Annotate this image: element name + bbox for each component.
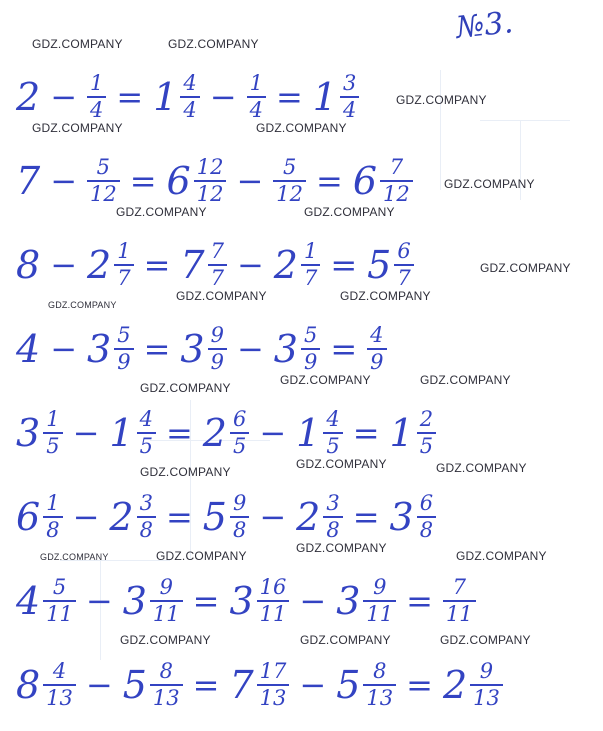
numerator: 6	[232, 407, 247, 431]
whole-part: 6	[16, 495, 41, 539]
term-subtrahend	[247, 73, 266, 121]
term-subtrahend	[123, 661, 183, 709]
denominator: 4	[247, 96, 266, 121]
fraction	[394, 241, 413, 289]
fraction	[340, 73, 359, 121]
fraction	[230, 493, 249, 541]
term-subtrahend	[274, 325, 321, 373]
term-result	[367, 241, 414, 289]
numerator: 5	[282, 155, 297, 179]
denominator: 8	[323, 516, 342, 541]
equation-row	[16, 62, 359, 132]
denominator: 9	[367, 348, 386, 373]
denominator: 4	[340, 96, 359, 121]
whole-part: 1	[153, 75, 178, 119]
watermark: GDZ.COMPANY	[140, 381, 231, 395]
watermark: GDZ.COMPANY	[40, 552, 109, 562]
whole-part: 1	[389, 411, 414, 455]
whole-part: 3	[180, 327, 205, 371]
numerator: 1	[249, 71, 263, 95]
whole-part: 4	[16, 579, 41, 623]
minus-sign: −	[85, 666, 113, 704]
fraction	[114, 325, 133, 373]
watermark: GDZ.COMPANY	[296, 541, 387, 555]
term-minuend	[16, 243, 41, 287]
numerator: 1	[46, 407, 60, 431]
numerator: 5	[96, 155, 111, 179]
fraction	[273, 157, 306, 205]
term-rewritten	[180, 325, 227, 373]
equation-row	[16, 482, 436, 552]
whole-part: 6	[352, 159, 378, 203]
watermark: GDZ.COMPANY	[32, 37, 123, 51]
numerator: 1	[46, 491, 60, 515]
equals-sign: =	[143, 246, 171, 284]
minus-sign: −	[72, 414, 100, 452]
fraction	[301, 325, 320, 373]
fraction	[43, 577, 76, 625]
denominator: 5	[323, 432, 342, 457]
minus-sign: −	[50, 330, 77, 368]
denominator: 13	[470, 684, 503, 709]
term-rewritten	[203, 493, 250, 541]
denominator: 11	[150, 600, 183, 625]
term-minuend	[16, 327, 41, 371]
watermark: GDZ.COMPANY	[116, 205, 207, 219]
equals-sign: =	[316, 162, 343, 200]
watermark: GDZ.COMPANY	[304, 205, 395, 219]
whole-part: 5	[367, 243, 392, 287]
whole-part: 7	[180, 243, 205, 287]
numerator: 1	[303, 239, 318, 263]
numerator: 7	[210, 239, 224, 263]
fraction	[257, 661, 290, 709]
numerator: 17	[259, 659, 287, 683]
denominator: 5	[137, 432, 156, 457]
denominator: 8	[417, 516, 436, 541]
fraction	[470, 661, 503, 709]
denominator: 12	[194, 180, 227, 205]
denominator: 13	[257, 684, 290, 709]
numerator: 9	[373, 575, 387, 599]
numerator: 4	[326, 407, 340, 431]
denominator: 13	[150, 684, 183, 709]
numerator: 5	[52, 575, 67, 599]
term-subtrahend	[296, 493, 343, 541]
term-subtrahend	[274, 241, 321, 289]
fraction	[137, 493, 156, 541]
term-rewritten	[180, 241, 227, 289]
watermark: GDZ.COMPANY	[440, 633, 531, 647]
denominator: 4	[180, 96, 199, 121]
denominator: 4	[87, 96, 106, 121]
equals-sign: =	[352, 414, 380, 452]
term-subtrahend	[123, 577, 183, 625]
term-subtrahend	[109, 409, 156, 457]
minus-sign: −	[72, 498, 100, 536]
whole-part: 3	[273, 327, 298, 371]
equation-row	[16, 650, 503, 720]
numerator: 3	[139, 491, 153, 515]
grid-line	[440, 70, 441, 190]
whole-part: 1	[109, 411, 134, 455]
watermark: GDZ.COMPANY	[280, 373, 371, 387]
denominator: 8	[230, 516, 249, 541]
denominator: 13	[43, 684, 76, 709]
term-minuend	[16, 409, 63, 457]
watermark: GDZ.COMPANY	[456, 549, 547, 563]
whole-part: 2	[442, 663, 468, 707]
minus-sign: −	[236, 246, 264, 284]
numerator: 1	[117, 239, 131, 263]
whole-part: 1	[312, 75, 337, 119]
equation-row	[16, 230, 414, 300]
fraction	[137, 409, 156, 457]
equation-row	[16, 566, 476, 636]
term-minuend	[16, 577, 76, 625]
minus-sign: −	[236, 330, 264, 368]
denominator: 9	[114, 348, 133, 373]
equals-sign: =	[406, 582, 433, 620]
term-subtrahend	[87, 157, 120, 205]
term-minuend	[16, 159, 41, 203]
whole-part: 6	[166, 159, 191, 203]
whole-part: 7	[229, 663, 254, 707]
fraction	[363, 661, 396, 709]
whole-part: 5	[202, 495, 227, 539]
numerator: 16	[259, 575, 287, 599]
equals-sign: =	[143, 330, 171, 368]
whole-part: 2	[273, 243, 298, 287]
numerator: 5	[117, 323, 131, 347]
whole-part: 1	[296, 411, 321, 455]
fraction	[43, 493, 62, 541]
watermark: GDZ.COMPANY	[436, 461, 527, 475]
denominator: 11	[257, 600, 290, 625]
whole-part: 4	[16, 327, 41, 371]
whole-part: 3	[87, 327, 112, 371]
minus-sign: −	[50, 246, 77, 284]
denominator: 8	[43, 516, 62, 541]
whole-part: 3	[336, 579, 361, 623]
numerator: 5	[303, 323, 318, 347]
whole-part: 2	[16, 75, 41, 119]
fraction	[257, 577, 290, 625]
term-subtrahend	[336, 577, 396, 625]
denominator: 5	[43, 432, 62, 457]
fraction	[417, 493, 436, 541]
term-rewritten	[229, 577, 289, 625]
equals-sign: =	[165, 414, 193, 452]
term-minuend	[16, 493, 63, 541]
watermark: GDZ.COMPANY	[120, 633, 211, 647]
equals-sign: =	[330, 246, 358, 284]
watermark: GDZ.COMPANY	[168, 37, 259, 51]
fraction	[150, 577, 183, 625]
watermark: GDZ.COMPANY	[140, 465, 231, 479]
fraction	[363, 577, 396, 625]
numerator: 8	[159, 659, 173, 683]
equals-sign: =	[165, 498, 193, 536]
term-minuend	[16, 661, 76, 709]
numerator: 6	[397, 239, 411, 263]
numerator: 4	[52, 659, 67, 683]
fraction	[323, 493, 342, 541]
denominator: 11	[363, 600, 396, 625]
term-subtrahend	[296, 409, 343, 457]
watermark: GDZ.COMPANY	[444, 177, 535, 191]
watermark: GDZ.COMPANY	[176, 289, 267, 303]
numerator: 7	[389, 155, 404, 179]
denominator: 12	[380, 180, 413, 205]
task-number: №3.	[454, 5, 515, 46]
watermark: GDZ.COMPANY	[32, 121, 123, 135]
fraction	[208, 241, 227, 289]
fraction	[230, 409, 249, 457]
fraction	[417, 409, 436, 457]
minus-sign: −	[209, 78, 237, 116]
denominator: 12	[273, 180, 306, 205]
equation-row	[16, 146, 413, 216]
denominator: 9	[208, 348, 227, 373]
watermark: GDZ.COMPANY	[480, 261, 571, 275]
equation-row	[16, 314, 387, 384]
term-subtrahend	[273, 157, 306, 205]
term-rewritten	[229, 661, 289, 709]
numerator: 7	[452, 575, 466, 599]
term-minuend	[16, 75, 41, 119]
term-result	[443, 661, 503, 709]
whole-part: 8	[16, 663, 41, 707]
numerator: 2	[419, 407, 434, 431]
term-rewritten	[153, 73, 200, 121]
whole-part: 2	[109, 495, 134, 539]
equals-sign: =	[406, 666, 433, 704]
numerator: 4	[370, 323, 384, 347]
whole-part: 7	[16, 159, 41, 203]
numerator: 8	[373, 659, 387, 683]
whole-part: 3	[122, 579, 147, 623]
whole-part: 2	[296, 495, 321, 539]
term-subtrahend	[87, 73, 106, 121]
fraction	[301, 241, 320, 289]
fraction	[87, 73, 106, 121]
whole-part: 5	[122, 663, 147, 707]
denominator: 8	[137, 516, 156, 541]
whole-part: 2	[87, 243, 112, 287]
denominator: 7	[208, 264, 227, 289]
term-result	[367, 325, 386, 373]
denominator: 5	[417, 432, 436, 457]
fraction	[208, 325, 227, 373]
equals-sign: =	[275, 78, 303, 116]
numerator: 3	[342, 71, 357, 95]
fraction	[180, 73, 199, 121]
term-result	[443, 577, 476, 625]
minus-sign: −	[299, 582, 327, 620]
fraction	[87, 157, 120, 205]
watermark: GDZ.COMPANY	[156, 549, 247, 563]
denominator: 7	[301, 264, 320, 289]
watermark: GDZ.COMPANY	[300, 633, 391, 647]
fraction	[323, 409, 342, 457]
term-subtrahend	[87, 241, 134, 289]
watermark: GDZ.COMPANY	[296, 457, 387, 471]
whole-part: 3	[389, 495, 414, 539]
denominator: 5	[230, 432, 249, 457]
watermark: GDZ.COMPANY	[396, 93, 487, 107]
numerator: 4	[183, 71, 197, 95]
numerator: 6	[419, 491, 434, 515]
grid-line	[480, 120, 570, 121]
watermark: GDZ.COMPANY	[420, 373, 511, 387]
term-result	[390, 409, 437, 457]
fraction	[194, 157, 227, 205]
denominator: 11	[443, 600, 476, 625]
equals-sign: =	[352, 498, 380, 536]
term-subtrahend	[336, 661, 396, 709]
equation-row	[16, 398, 436, 468]
fraction	[43, 661, 76, 709]
minus-sign: −	[259, 414, 287, 452]
fraction	[150, 661, 183, 709]
watermark: GDZ.COMPANY	[48, 300, 117, 310]
minus-sign: −	[50, 162, 77, 200]
numerator: 9	[159, 575, 173, 599]
numerator: 12	[196, 155, 224, 179]
whole-part: 3	[229, 579, 254, 623]
watermark: GDZ.COMPANY	[340, 289, 431, 303]
minus-sign: −	[299, 666, 327, 704]
fraction	[443, 577, 476, 625]
denominator: 12	[87, 180, 120, 205]
numerator: 9	[210, 323, 224, 347]
numerator: 4	[139, 407, 153, 431]
whole-part: 2	[202, 411, 227, 455]
minus-sign: −	[236, 162, 264, 200]
term-subtrahend	[109, 493, 156, 541]
equals-sign: =	[129, 162, 157, 200]
whole-part: 8	[16, 243, 41, 287]
minus-sign: −	[259, 498, 287, 536]
fraction	[114, 241, 133, 289]
term-result	[390, 493, 437, 541]
minus-sign: −	[50, 78, 77, 116]
term-result	[313, 73, 360, 121]
term-result	[353, 157, 413, 205]
equals-sign: =	[116, 78, 144, 116]
fraction	[380, 157, 413, 205]
numerator: 3	[326, 491, 340, 515]
equals-sign: =	[192, 582, 220, 620]
minus-sign: −	[85, 582, 113, 620]
whole-part: 5	[336, 663, 361, 707]
denominator: 7	[114, 264, 133, 289]
numerator: 9	[479, 659, 494, 683]
equals-sign: =	[330, 330, 358, 368]
fraction	[43, 409, 62, 457]
denominator: 7	[394, 264, 413, 289]
term-rewritten	[167, 157, 227, 205]
numerator: 1	[90, 71, 104, 95]
term-rewritten	[203, 409, 250, 457]
fraction	[367, 325, 386, 373]
numerator: 9	[232, 491, 247, 515]
term-subtrahend	[87, 325, 134, 373]
fraction	[247, 73, 266, 121]
watermark: GDZ.COMPANY	[256, 121, 347, 135]
denominator: 13	[363, 684, 396, 709]
whole-part: 3	[16, 411, 41, 455]
equals-sign: =	[192, 666, 220, 704]
denominator: 11	[43, 600, 76, 625]
denominator: 9	[301, 348, 320, 373]
